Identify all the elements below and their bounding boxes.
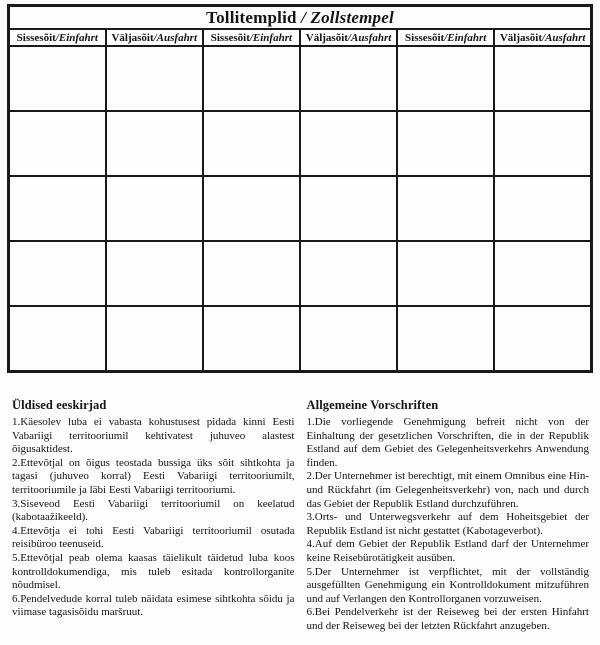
- stamp-cell: [397, 306, 494, 372]
- stamp-row: [9, 46, 592, 111]
- stamp-cell: [203, 111, 300, 176]
- rules-section: [0, 373, 600, 634]
- rule-paragraph-et-4: 4.Ettevõtja ei tohi Eesti Vabariigi territooriumil osutada reisibüroo teenuseid.: [12, 524, 295, 551]
- rule-paragraph-de-3: 3.Orts- und Unterwegsverkehr auf dem Hoheitsgebiet der Republik Estland ist nicht gestattet (Kabotageverbot).: [306, 511, 589, 537]
- rule-paragraph-de-2: 2.Der Unternehmer ist berechtigt, mit einem Omnibus eine Hin- und Rückfahrt (im Gelegenheitsverkehr) von, nach und durch das Gebiet der Republik Estland durchzuführen.: [306, 470, 589, 510]
- table-title: [9, 6, 592, 30]
- stamp-cell: [300, 306, 397, 372]
- rule-paragraph-de-1: 1.Die vorliegende Genehmigung befreit nicht von der Einhaltung der gesetzlichen Vorschriften, die in der Republik Estland auf dem Gebiet des Gelegenheitsverkehrs Anwendung finden.: [306, 416, 589, 469]
- stamp-cell: [300, 241, 397, 306]
- stamp-cell: [494, 46, 591, 111]
- stamp-cell: [106, 241, 203, 306]
- stamp-cell: [203, 176, 300, 241]
- column-header-label-italic: /Einfahrt: [55, 31, 98, 44]
- column-header-label-italic: /Einfahrt: [444, 31, 487, 44]
- stamp-cell: [494, 176, 591, 241]
- stamp-cell: [9, 241, 106, 306]
- stamp-cell: [300, 111, 397, 176]
- stamp-cell: [397, 46, 494, 111]
- column-header-row: [9, 29, 592, 46]
- stamp-cell: [397, 111, 494, 176]
- stamp-cell: [494, 306, 591, 372]
- stamp-cell: [9, 46, 106, 111]
- stamp-cell: [203, 241, 300, 306]
- column-header-entry-2: [203, 29, 300, 46]
- table-title-italic: / Zollstempel: [301, 7, 394, 27]
- stamp-cell: [397, 241, 494, 306]
- stamp-cell: [106, 306, 203, 372]
- column-header-label-italic: /Ausfahrt: [347, 31, 392, 44]
- column-header-label: Väljasõit: [305, 31, 348, 44]
- rules-column-estonian: [12, 398, 295, 634]
- stamp-cell: [106, 46, 203, 111]
- rule-paragraph-et-5: 5.Ettevõtjal peab olema kaasas täielikult täidetud luba koos kontrolldokumendiga, mis tuleb esitada kontrollorganite nõudmisel.: [12, 551, 295, 592]
- rule-paragraph-de-4: 4.Auf dem Gebiet der Republik Estland darf der Unternehmer keine Reisebürotätigkeit ausüben.: [306, 538, 589, 564]
- column-header-label: Väljasõit: [499, 31, 543, 44]
- column-header-exit-2: [300, 29, 397, 46]
- rule-paragraph-et-6: 6.Pendelvedude korral tuleb näidata esimese sihtkohta sõidu ja viimase tagasisõidu maršruut.: [12, 592, 295, 619]
- customs-stamp-table: [7, 4, 593, 373]
- column-header-label: Sissesõit: [405, 31, 445, 44]
- stamp-cell: [106, 111, 203, 176]
- stamp-cell: [203, 46, 300, 111]
- column-header-label: Väljasõit: [111, 31, 154, 44]
- rule-paragraph-de-6: 6.Bei Pendelverkehr ist der Reiseweg bei der ersten Hinfahrt und der Reiseweg bei der letzten Rückfahrt anzugeben.: [306, 606, 589, 632]
- rule-paragraph-et-2: 2.Ettevõtjal on õigus teostada bussiga üks sõit sihtkohta ja tagasi (juhuveo korral) Eesti Vabariigi territooriumilt, territooriumile ja läbi Eesti Vabariigi territooriumi.: [12, 456, 295, 496]
- column-header-label-italic: /Einfahrt: [249, 31, 293, 44]
- column-header-entry-1: [9, 29, 106, 46]
- column-header-entry-3: [397, 29, 494, 46]
- stamp-row: [9, 111, 592, 176]
- column-header-exit-1: [106, 29, 203, 46]
- rules-heading-estonian: Üldised eeskirjad: [12, 398, 107, 412]
- stamp-row: [9, 306, 592, 372]
- column-header-label-italic: /Ausfahrt: [153, 31, 198, 44]
- rule-paragraph-et-3: 3.Siseveod Eesti Vabariigi territooriumil on keelatud (kabotaažikeeld).: [12, 497, 295, 524]
- stamp-cell: [106, 176, 203, 241]
- stamp-cell: [494, 111, 591, 176]
- table-title-regular: Tollitemplid: [206, 7, 302, 27]
- stamp-cell: [9, 111, 106, 176]
- column-header-label: Sissesõit: [210, 31, 250, 44]
- stamp-cell: [9, 306, 106, 372]
- rule-paragraph-de-5: 5.Der Unternehmer ist verpflichtet, mit der vollständig ausgefüllten Genehmigung ein Kontrolldokument mitzuführen und auf Verlangen den Kontrollorganen vorzuweisen.: [306, 565, 589, 605]
- stamp-cell: [397, 176, 494, 241]
- stamp-cell: [9, 176, 106, 241]
- stamp-cell: [494, 241, 591, 306]
- stamp-cell: [203, 306, 300, 372]
- stamp-cell: [300, 46, 397, 111]
- stamp-cell: [300, 176, 397, 241]
- rules-heading-german: Allgemeine Vorschriften: [306, 398, 439, 412]
- table-title-row: [9, 6, 592, 30]
- column-header-label-italic: /Ausfahrt: [542, 31, 586, 44]
- rule-paragraph-et-1: 1.Käesolev luba ei vabasta kohustusest pidada kinni Eesti Vabariigi territooriumil kehtivatest juhuveo alastest õigusaktidest.: [12, 416, 295, 456]
- stamp-row: [9, 241, 592, 306]
- rules-column-german: [307, 398, 590, 634]
- stamp-row: [9, 176, 592, 241]
- column-header-exit-3: [494, 29, 591, 46]
- column-header-label: Sissesõit: [16, 31, 56, 44]
- stamp-rows: [9, 46, 592, 372]
